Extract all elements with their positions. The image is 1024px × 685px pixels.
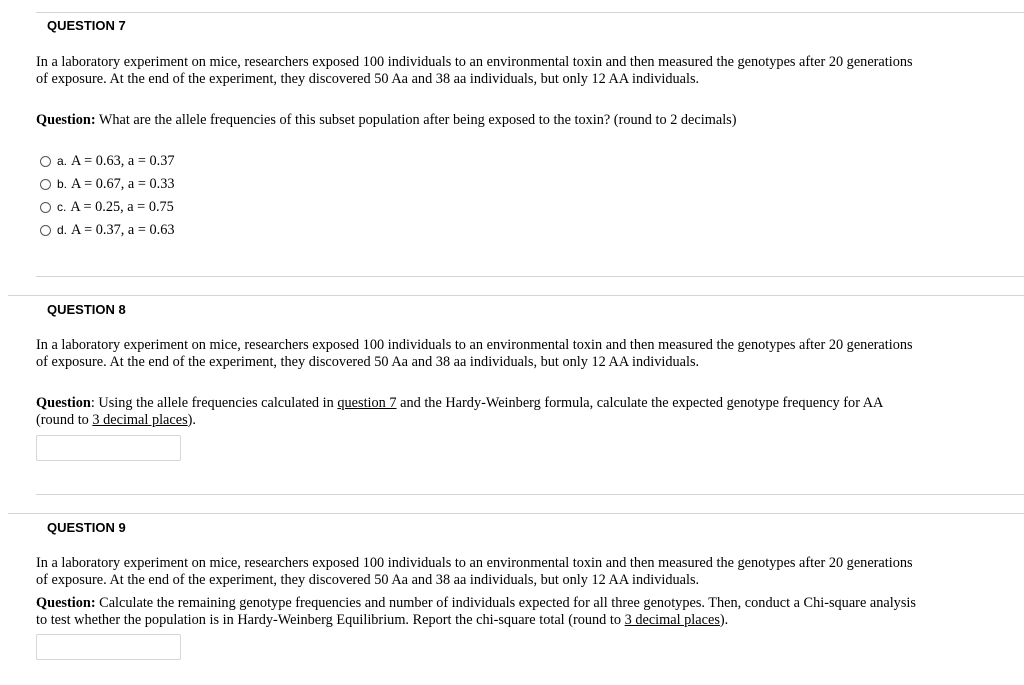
divider-q9-top — [8, 513, 1024, 514]
question-8-text-part-4: ). — [187, 412, 197, 428]
question-9-text-part-2: to test whether the population is in Hardy-Weinberg Equilibrium. Report the chi-square total (round to — [36, 612, 625, 628]
option-c-text: A = 0.25, a = 0.75 — [70, 198, 174, 215]
question-7-stem — [36, 54, 956, 88]
question-8-stem-line-2: of exposure. At the end of the experiment, they discovered 50 Aa and 38 aa individuals, but only 12 AA individuals. — [36, 354, 700, 370]
option-c[interactable] — [40, 197, 174, 217]
option-c-radio[interactable] — [40, 202, 51, 213]
question-9-answer-input[interactable] — [36, 634, 181, 660]
divider-q8-bottom — [36, 494, 1024, 495]
question-8-title: QUESTION 8 — [47, 302, 126, 317]
question-7-prompt — [36, 112, 956, 129]
question-7-link[interactable]: question 7 — [337, 395, 397, 411]
option-b[interactable] — [40, 174, 175, 194]
option-a[interactable] — [40, 151, 175, 171]
question-8-label: Question — [36, 395, 91, 411]
question-8-prompt-line-2 — [36, 412, 956, 429]
option-b-letter: b. — [57, 177, 68, 191]
question-9-text-part-3: ). — [719, 612, 729, 628]
question-7-title: QUESTION 7 — [47, 18, 126, 33]
question-9-prompt-line-1 — [36, 595, 956, 612]
question-9-prompt-line-2 — [36, 612, 956, 629]
question-8-stem — [36, 337, 956, 371]
question-9-title: QUESTION 9 — [47, 520, 126, 535]
option-a-letter: a. — [57, 154, 68, 168]
question-9-label: Question: — [36, 595, 96, 611]
question-7-stem-line-1: In a laboratory experiment on mice, researchers exposed 100 individuals to an environmental toxin and then measured the genotypes after 20 generations — [36, 54, 913, 70]
question-8-prompt — [36, 395, 956, 429]
decimal-places-link[interactable]: 3 decimal places — [92, 412, 188, 428]
question-7-stem-line-2: of exposure. At the end of the experiment, they discovered 50 Aa and 38 aa individuals, but only 12 AA individuals. — [36, 71, 700, 87]
question-8-text-part-1: : Using the allele frequencies calculated in — [90, 395, 338, 411]
question-8-text-part-2: and the Hardy-Weinberg formula, calculate the expected genotype frequency for AA — [396, 395, 884, 411]
option-d-letter: d. — [57, 223, 68, 237]
question-9-stem-line-1: In a laboratory experiment on mice, researchers exposed 100 individuals to an environmental toxin and then measured the genotypes after 20 generations — [36, 555, 913, 571]
divider-top — [36, 12, 1024, 13]
option-b-radio[interactable] — [40, 179, 51, 190]
option-a-radio[interactable] — [40, 156, 51, 167]
question-8-stem-line-1: In a laboratory experiment on mice, researchers exposed 100 individuals to an environmental toxin and then measured the genotypes after 20 generations — [36, 337, 913, 353]
question-8-answer-input[interactable] — [36, 435, 181, 461]
decimal-places-link-q9[interactable]: 3 decimal places — [624, 612, 720, 628]
option-b-text: A = 0.67, a = 0.33 — [71, 175, 175, 192]
question-9-prompt — [36, 595, 956, 629]
question-7-label: Question: — [36, 112, 96, 128]
option-d[interactable] — [40, 220, 175, 240]
option-c-letter: c. — [57, 200, 67, 214]
divider-q8-top — [8, 295, 1024, 296]
divider-q7-bottom — [36, 276, 1024, 277]
question-8-prompt-line-1 — [36, 395, 956, 412]
option-d-radio[interactable] — [40, 225, 51, 236]
option-d-text: A = 0.37, a = 0.63 — [71, 221, 175, 238]
question-9-text-part-1: Calculate the remaining genotype frequencies and number of individuals expected for all three genotypes. Then, conduct a Chi-square analysis — [95, 595, 916, 611]
question-7-text: What are the allele frequencies of this subset population after being exposed to the toxin? (round to 2 decimals) — [95, 112, 737, 128]
question-8-text-part-3: (round to — [36, 412, 93, 428]
question-9-stem — [36, 555, 956, 589]
option-a-text: A = 0.63, a = 0.37 — [71, 152, 175, 169]
question-9-stem-line-2: of exposure. At the end of the experiment, they discovered 50 Aa and 38 aa individuals, but only 12 AA individuals. — [36, 572, 700, 588]
